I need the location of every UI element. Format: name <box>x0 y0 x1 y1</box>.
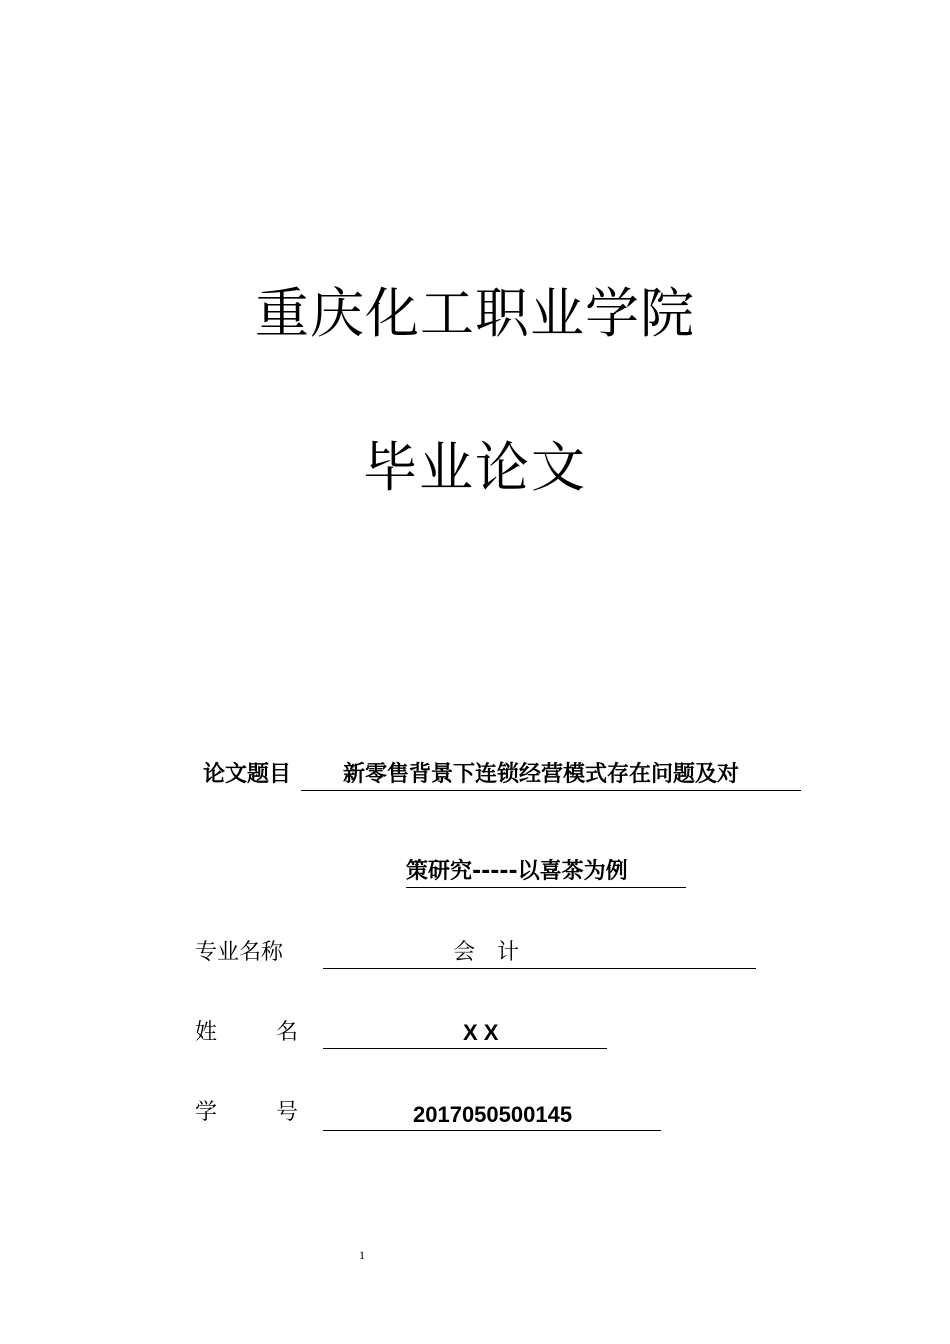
major-label: 专业名称 <box>195 940 284 965</box>
college-name: 重庆化工职业学院 <box>255 282 695 345</box>
name-label-char-1: 姓 <box>195 1020 218 1045</box>
student-id-value: 2017050500145 <box>323 1100 661 1131</box>
id-label-char-2: 号 <box>275 1100 298 1125</box>
page-number: 1 <box>359 1248 365 1262</box>
student-name-label-text <box>195 1018 298 1048</box>
id-label-char-1: 学 <box>195 1100 218 1125</box>
student-id-label-text <box>195 1098 298 1128</box>
document-type-heading: 毕业论文 <box>363 436 587 499</box>
thesis-title-line-2: 策研究-----以喜茶为例 <box>406 857 686 888</box>
name-label-char-2: 名 <box>275 1020 298 1045</box>
thesis-title-label: 论文题目 <box>203 762 292 787</box>
student-id-label <box>195 1098 298 1128</box>
student-name-label <box>195 1018 298 1048</box>
major-value: 会 计 <box>323 938 756 969</box>
thesis-title-line-1: 新零售背景下连锁经营模式存在问题及对 <box>301 760 801 791</box>
student-name-value: X X <box>323 1018 607 1049</box>
